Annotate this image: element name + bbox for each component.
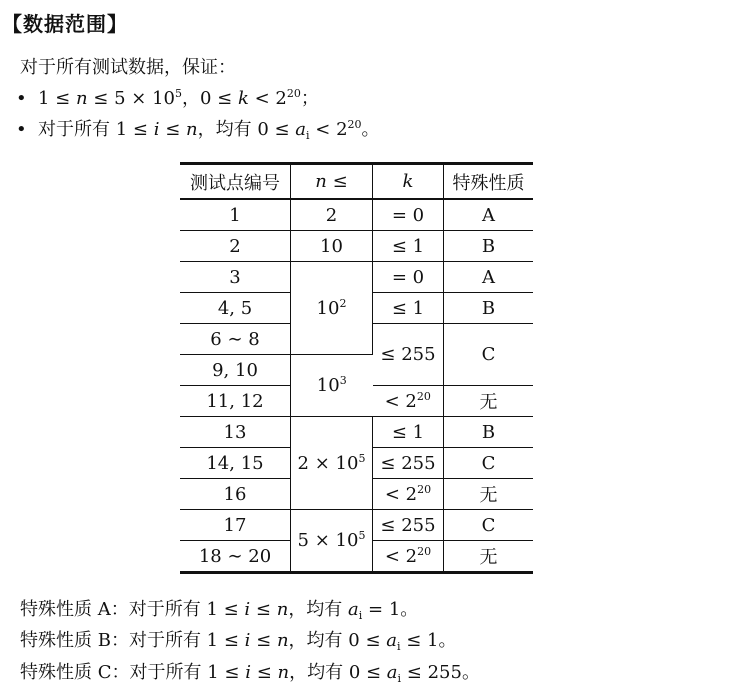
k-cell: ≤ 1: [373, 231, 444, 262]
special-property-b: 特殊性质 B：对于所有 1 ≤ i ≤ n，均有 $0 \le a_i \le 1$。: [20, 630, 457, 653]
special-cell: B: [444, 231, 534, 262]
k-cell: = 0: [373, 262, 444, 293]
n-cell: $10^2$: [291, 262, 373, 355]
testcase-cell: 3: [180, 262, 291, 293]
n-cell: $2 \times 10^5$: [291, 417, 373, 510]
testcase-cell: 2: [180, 231, 291, 262]
testcase-cell: 6 ∼ 8: [180, 324, 291, 355]
table-row: [180, 231, 533, 262]
testcase-cell: 16: [180, 479, 291, 510]
testcase-cell: 4, 5: [180, 293, 291, 324]
k-cell: < $2^{20}$: [373, 479, 444, 510]
bullet-dot-icon: •: [16, 119, 27, 140]
table-row: [180, 262, 533, 293]
testcase-cell: 9, 10: [180, 355, 291, 386]
special-cell: A: [444, 262, 534, 293]
k-cell: ≤ 1: [373, 293, 444, 324]
k-cell: ≤ 255: [373, 448, 444, 479]
k-cell: < $2^{20}$: [373, 386, 444, 417]
header-n: n ≤: [291, 164, 373, 200]
bullet-item-constraints: • $1 \le n \le 5 \times 10^5$，$0 \le k < 2^{20}$；: [16, 87, 319, 109]
k-cell: ≤ 1: [373, 417, 444, 448]
bullet-item-array-range: • 对于所有 1 ≤ i ≤ n，均有 $0 \le a_i < 2^{20}$。: [16, 118, 380, 142]
intro-text: 对于所有测试数据，保证：: [20, 57, 236, 78]
table-row: [180, 510, 533, 541]
n-cell: $10^3$: [291, 355, 373, 417]
n-cell: 10: [291, 231, 373, 262]
special-cell: 无: [444, 541, 534, 573]
n-cell: 2: [291, 199, 373, 231]
section-heading: 【数据范围】: [2, 12, 128, 36]
bullet-dot-icon: •: [16, 88, 27, 109]
table-row: [180, 199, 533, 231]
k-cell: ≤ 255: [373, 324, 444, 386]
header-testcase: 测试点编号: [180, 164, 291, 200]
special-cell: C: [444, 324, 534, 386]
special-cell: A: [444, 199, 534, 231]
testcase-cell: 17: [180, 510, 291, 541]
testcase-cell: 18 ∼ 20: [180, 541, 291, 573]
special-cell: 无: [444, 386, 534, 417]
special-property-c: 特殊性质 C：对于所有 1 ≤ i ≤ n，均有 $0 \le a_i \le 255$。: [20, 662, 480, 685]
k-cell: < $2^{20}$: [373, 541, 444, 573]
special-cell: 无: [444, 479, 534, 510]
table-header-row: [180, 164, 533, 200]
k-cell: = 0: [373, 199, 444, 231]
special-cell: B: [444, 417, 534, 448]
testcase-cell: 11, 12: [180, 386, 291, 417]
special-property-a: 特殊性质 A：对于所有 1 ≤ i ≤ n，均有 $a_i = 1$。: [20, 599, 419, 622]
constraints-table: [180, 162, 533, 574]
testcase-cell: 14, 15: [180, 448, 291, 479]
k-cell: ≤ 255: [373, 510, 444, 541]
special-cell: C: [444, 510, 534, 541]
testcase-cell: 13: [180, 417, 291, 448]
header-k: k: [373, 164, 444, 200]
n-cell: $5 \times 10^5$: [291, 510, 373, 573]
table-row: [180, 417, 533, 448]
testcase-cell: 1: [180, 199, 291, 231]
special-cell: C: [444, 448, 534, 479]
header-special: 特殊性质: [444, 164, 534, 200]
special-cell: B: [444, 293, 534, 324]
